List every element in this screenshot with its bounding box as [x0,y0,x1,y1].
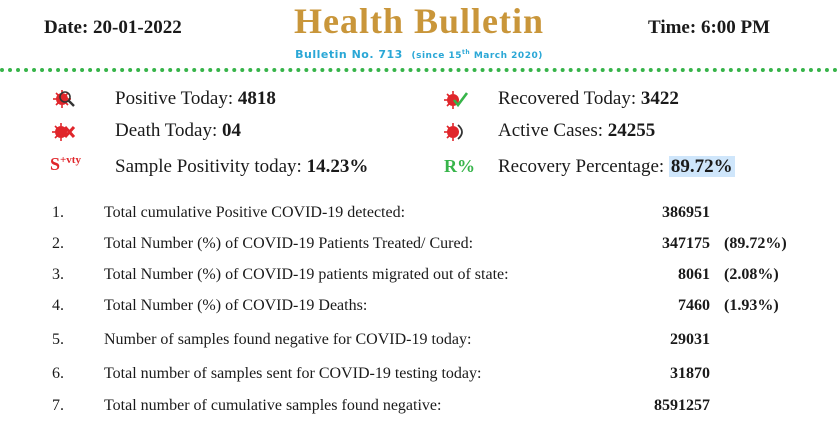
since-post: March 2020) [470,51,543,61]
bulletin-header [0,0,838,70]
row-value: 29031 [670,331,710,348]
table-row [0,331,838,355]
positive-today-value: 4818 [237,88,276,109]
recovery-percentage-value: 89.72% [670,156,733,177]
bulletin-time: Time: 6:00 PM [648,17,771,38]
row-label: Number of samples found negative for COVID-19 today: [104,331,472,348]
row-value: 347175 [662,235,710,252]
table-row [0,235,838,259]
positive-today-label: Positive Today: [115,88,238,109]
row-value: 7460 [678,297,710,314]
bulletin-since [411,51,542,61]
active-cases-value: 24255 [607,120,656,141]
death-today-label: Death Today: [115,120,223,141]
row-number: 7. [52,397,64,414]
virus-check-icon [444,88,468,112]
since-pre: (since 15 [411,51,463,61]
since-sup: th [462,49,471,56]
recovery-percentage [498,156,735,178]
bulletin-number [0,48,838,61]
positive-today [115,88,276,110]
row-percent: (2.08%) [724,266,779,283]
recovery-percentage-label: Recovery Percentage: [498,156,669,177]
row-label: Total cumulative Positive COVID-19 detected: [104,204,406,221]
row-label: Total Number (%) of COVID-19 Patients Treated/ Cured: [104,235,474,252]
table-row [0,397,838,421]
recovery-symbol: R% [444,156,475,176]
sample-positivity-label: Sample Positivity today: [115,156,307,177]
recovered-today [498,88,679,110]
table-row [0,365,838,389]
row-number: 3. [52,266,64,283]
death-today-value: 04 [222,120,242,141]
positivity-symbol-letter: S [50,154,61,174]
row-number: 4. [52,297,64,314]
bulletin-title: Health Bulletin [293,1,545,41]
row-number: 1. [52,204,64,221]
row-value: 386951 [662,204,710,221]
table-row [0,204,838,228]
recovered-today-label: Recovered Today: [498,88,641,109]
green-dotted-divider [0,68,838,72]
recovered-today-value: 3422 [640,88,679,109]
row-value: 31870 [670,365,710,382]
sample-positivity-value: 14.23% [306,156,369,177]
row-label: Total number of cumulative samples found negative: [104,397,442,414]
row-label: Total number of samples sent for COVID-19 testing today: [104,365,482,382]
table-row [0,297,838,321]
bulletin-number-text: Bulletin No. 713 [295,48,403,61]
active-cases [498,120,655,142]
positivity-symbol [50,154,81,175]
positivity-symbol-sup: +vty [60,154,81,166]
row-number: 6. [52,365,64,382]
death-today [115,120,241,142]
sample-positivity-today [115,156,368,178]
row-number: 2. [52,235,64,252]
row-value: 8061 [678,266,710,283]
row-percent: (89.72%) [724,235,787,252]
row-number: 5. [52,331,64,348]
bulletin-date: Date: 20-01-2022 [44,17,182,38]
virus-cross-icon [52,120,76,144]
virus-active-icon [444,120,468,144]
row-label: Total Number (%) of COVID-19 Deaths: [104,297,368,314]
virus-magnifier-icon [52,88,76,112]
row-percent: (1.93%) [724,297,779,314]
row-value: 8591257 [654,397,710,414]
row-label: Total Number (%) of COVID-19 patients migrated out of state: [104,266,509,283]
table-row [0,266,838,290]
active-cases-label: Active Cases: [498,120,608,141]
